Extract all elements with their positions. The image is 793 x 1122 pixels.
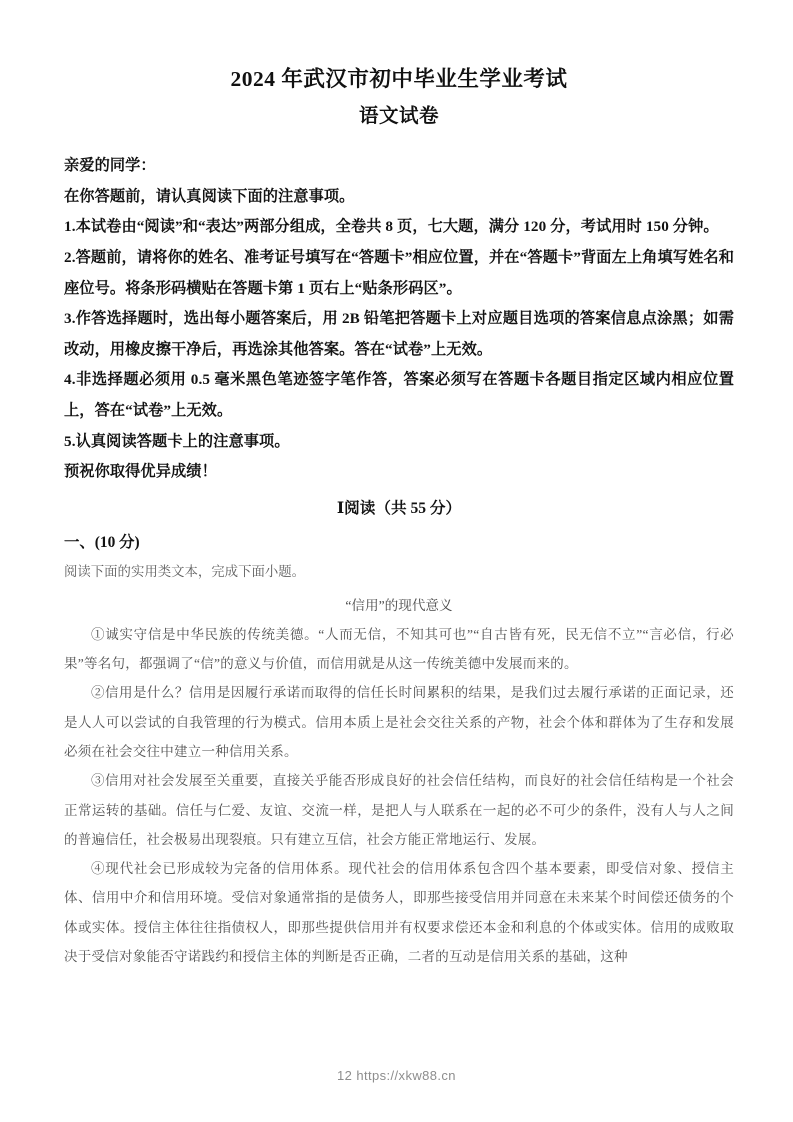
notice-closing: 预祝你取得优异成绩！ [64, 463, 217, 481]
notice-item-1: 1.本试卷由“阅读”和“表达”两部分组成，全卷共 8 页，七大题，满分 120 分，考试用时 150 分钟。 [64, 218, 719, 236]
footer-watermark: 12 https://xkw88.cn [337, 1068, 456, 1083]
notice-item-2: 2.答题前，请将你的姓名、准考证号填写在“答题卡”相应位置，并在“答题卡”背面左上角填写姓名和座位号。将条形码横贴在答题卡第 1 页右上“贴条形码区”。 [64, 249, 734, 297]
article-paragraph-2: ②信用是什么？信用是因履行承诺而取得的信任长时间累积的结果，是我们过去履行承诺的正面记录，还是人人可以尝试的自我管理的行为模式。信用本质上是社会交往关系的产物，社会个体和群体为了生存和发展必须在社会交往中建立一种信用关系。 [64, 685, 734, 759]
section-lead-in: 阅读下面的实用类文本，完成下面小题。 [64, 563, 306, 579]
notice-intro: 在你答题前，请认真阅读下面的注意事项。 [64, 187, 355, 205]
article-paragraph-4: ④现代社会已形成较为完备的信用体系。现代社会的信用体系包含四个基本要素，即受信对象、授信主体、信用中介和信用环境。受信对象通常指的是债务人，即那些接受信用并同意在未来某个时间偿还债务的个体或实体。授信主体往往指债权人，即那些提供信用并有权要求偿还本金和利息的个体或实体。信用的成败取决于受信对象能否守诺践约和授信主体的判断是否正确，二者的互动是信用关系的基础，这种 [64, 861, 734, 965]
article-body [64, 586, 734, 972]
article-paragraph-1: ①诚实守信是中华民族的传统美德。“人而无信，不知其可也”“自古皆有死，民无信不立”“言必信，行必果”等名句，都强调了“信”的意义与价值，而信用就是从这一传统美德中发展而来的。 [64, 626, 734, 672]
notice-item-4: 4.非选择题必须用 0.5 毫米黑色笔迹签字笔作答，答案必须写在答题卡各题目指定区域内相应位置上，答在“试卷”上无效。 [64, 371, 734, 419]
notice-item-3: 3.作答选择题时，选出每小题答案后，用 2B 铅笔把答题卡上对应题目选项的答案信息点涂黑；如需改动，用橡皮擦干净后，再选涂其他答案。答在“试卷”上无效。 [64, 310, 734, 358]
article-title: “信用”的现代意义 [345, 597, 453, 613]
notice-item-5: 5.认真阅读答题卡上的注意事项。 [64, 432, 290, 450]
page-title: 2024 年武汉市初中毕业生学业考试 [230, 67, 568, 91]
part-heading-reading: Ⅰ阅读（共 55 分） [336, 499, 462, 517]
section-heading-one: 一、(10 分) [64, 533, 140, 551]
notice-salutation: 亲爱的同学： [64, 157, 156, 175]
notice-block [64, 151, 734, 488]
article-paragraph-3: ③信用对社会发展至关重要，直接关乎能否形成良好的社会信任结构，而良好的社会信任结构是一个社会正常运转的基础。信任与仁爱、友谊、交流一样，是把人与人联系在一起的必不可少的条件，没有人与人之间的普遍信任，社会极易出现裂痕。只有建立互信，社会方能正常地运行、发展。 [64, 773, 734, 847]
page-subtitle: 语文试卷 [358, 105, 439, 127]
page-content [64, 0, 734, 971]
